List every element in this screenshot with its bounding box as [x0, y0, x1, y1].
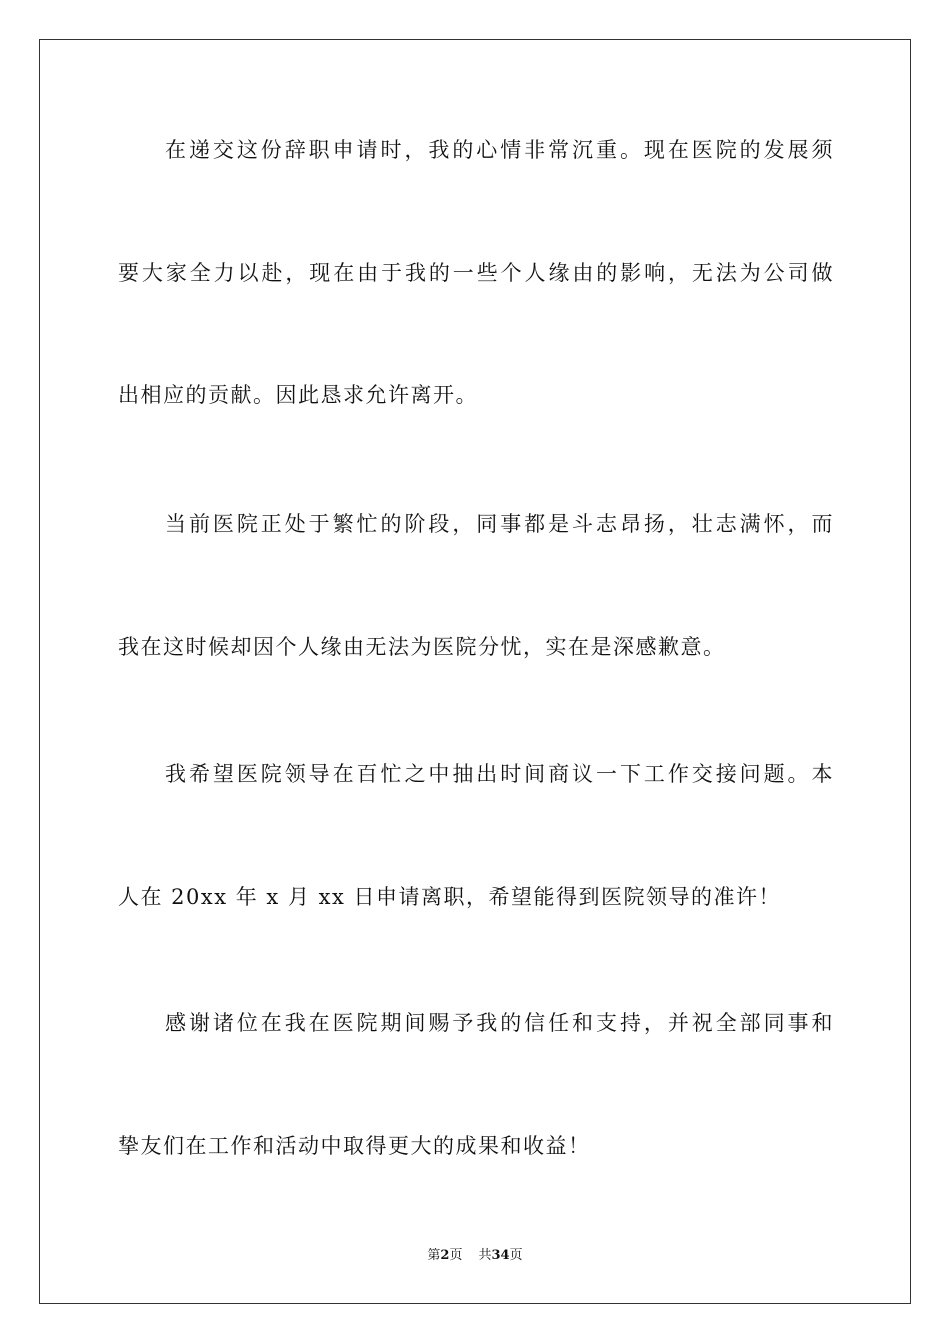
- paragraph-1-line-3: 出相应的贡献。因此恳求允许离开。: [118, 383, 478, 407]
- paragraph-1-line-2: 要大家全力以赴，现在由于我的一些个人缘由的影响，无法为公司做: [118, 261, 834, 285]
- page-suffix: 页: [449, 1248, 463, 1263]
- total-suffix: 页: [509, 1248, 523, 1263]
- paragraph-3-line-1: 我希望医院领导在百忙之中抽出时间商议一下工作交接问题。本: [165, 762, 834, 786]
- page-prefix: 第: [427, 1248, 441, 1263]
- total-pages: 34: [491, 1248, 510, 1263]
- paragraph-4-line-1: 感谢诸位在我在医院期间赐予我的信任和支持，并祝全部同事和: [165, 1011, 834, 1035]
- paragraph-2-line-1: 当前医院正处于繁忙的阶段，同事都是斗志昂扬，壮志满怀，而: [165, 512, 834, 536]
- paragraph-1-line-1: 在递交这份辞职申请时，我的心情非常沉重。现在医院的发展须: [165, 138, 834, 162]
- paragraph-2-line-2: 我在这时候却因个人缘由无法为医院分忧，实在是深感歉意。: [118, 635, 726, 659]
- paragraph-4-line-2: 挚友们在工作和活动中取得更大的成果和收益！: [118, 1134, 591, 1158]
- page-border: [39, 39, 911, 1304]
- paragraph-3-line-2: 人在 20xx 年 x 月 xx 日申请离职，希望能得到医院领导的准许！: [118, 885, 781, 909]
- total-prefix: 共: [478, 1248, 492, 1263]
- page-number: 2: [440, 1248, 450, 1263]
- page-footer: [0, 1247, 950, 1265]
